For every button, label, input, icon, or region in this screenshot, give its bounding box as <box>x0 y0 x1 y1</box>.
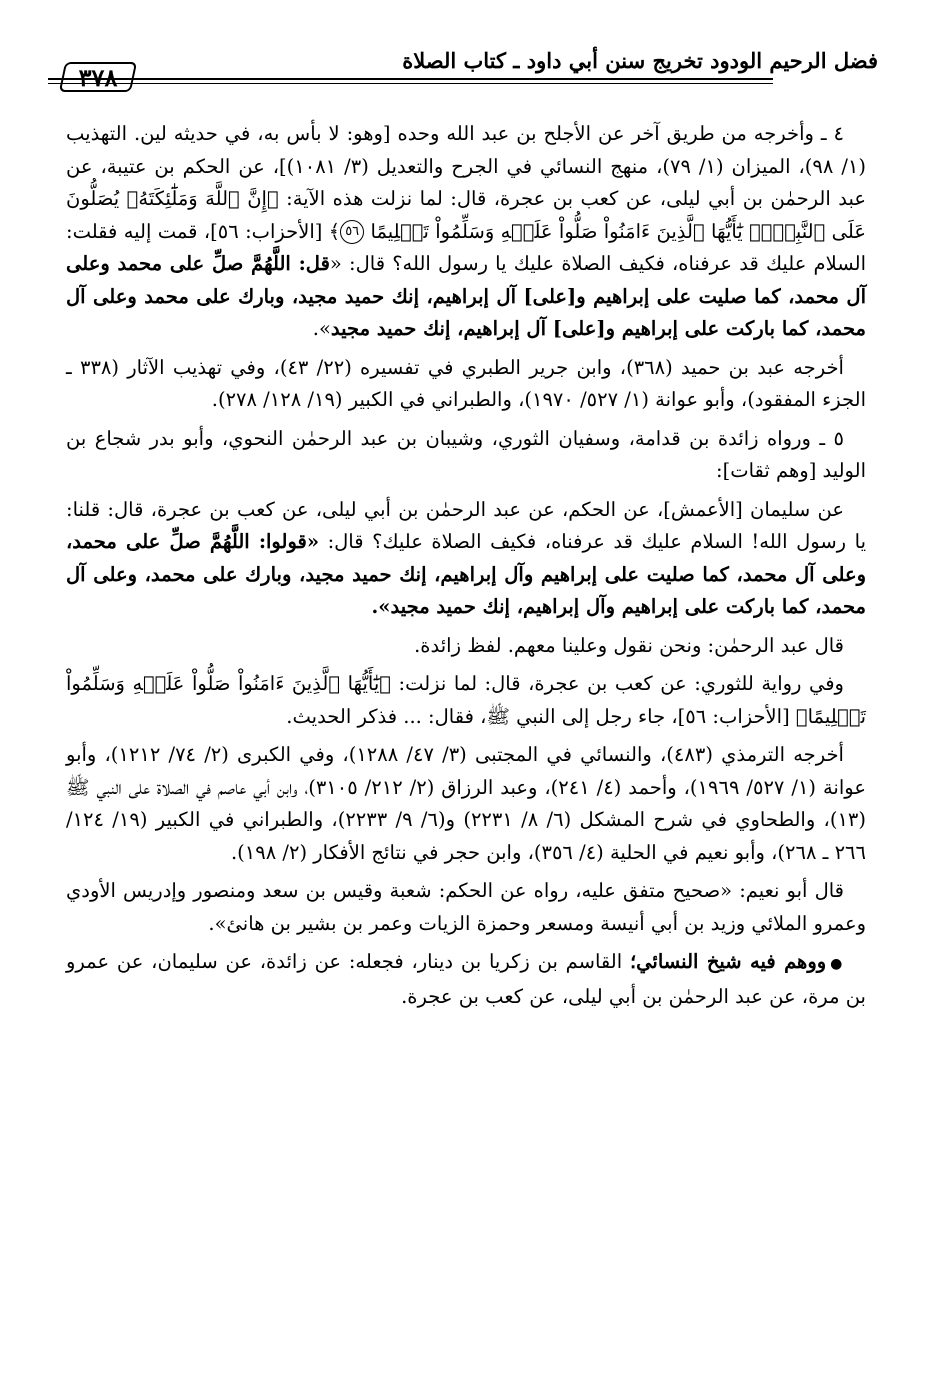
verse-number: ٥٦ <box>340 220 364 244</box>
page-number-text: ٣٧٨ <box>78 62 118 92</box>
page-number <box>48 60 148 94</box>
paragraph-isnad <box>66 494 866 624</box>
thawri-continued: [الأحزاب: ٥٦]، جاء رجل إلى النبي ﷺ، فقال: ... فذكر الحديث. <box>286 704 796 728</box>
bullet-icon: ● <box>830 956 844 972</box>
wahm-text: القاسم بن زكريا بن دينار، فجعله: عن زائدة، عن سليمان، عن عمرو بن مرة، عن عبد الرحمٰن بن أبي ليلى، عن كعب بن عجرة. <box>66 950 866 1008</box>
paragraph-takhrij-1: أخرجه عبد بن حميد (٣٦٨)، وابن جرير الطبري في تفسيره (٢٢/ ٤٣)، وفي تهذيب الآثار (٣٣٨ ـ الجزء المفقود)، وأبو عوانة (١/ ٥٢٧/ ١٩٧٠)، والطبراني في الكبير (١٩/ ١٢٨/ ٢٧٨). <box>66 355 866 411</box>
verse-end-bracket: ﴾ <box>328 219 341 243</box>
wahm-heading: ووهم فيه شيخ النسائي؛ <box>629 950 827 973</box>
thawri-intro: وفي رواية للثوري: عن كعب بن عجرة، قال: لما نزلت: <box>391 672 844 695</box>
page-header <box>48 42 878 100</box>
body-text <box>66 118 866 1019</box>
hadith-text: قل: اللَّهُمَّ صلِّ على محمد وعلى آل محمد، كما صليت على إبراهيم و[على] آل إبراهيم، إنك حميد مجيد، وبارك على محمد وعلى آل محمد، كما باركت على إبراهيم و[على] آل إبراهيم، إنك حميد مجيد <box>66 252 866 340</box>
quote-end: ». <box>312 317 331 340</box>
paragraph-wahm <box>66 946 866 1013</box>
paragraph-4 <box>66 118 866 346</box>
para4-intro: ٤ ـ وأخرجه من طريق آخر عن الأجلح بن عبد الله وحده [وهو: لا بأس به، في حديثه لين. التهذيب (١/ ٩٨)، الميزان (١/ ٧٩)، منهج النسائي في الجرح والتعديل (٣/ ١٠٨١)]، عن الحكم بن عتيبة، عن عبد الرحمٰن بن أبي ليلى، عن كعب بن عجرة، قال: لما نزلت هذه الآية: <box>66 122 866 210</box>
hadith-text-2: «قولوا: اللَّهُمَّ صلِّ على محمد، وعلى آل محمد، كما صليت على إبراهيم وآل إبراهيم، إنك حميد مجيد، وبارك على محمد، وعلى آل محمد، كما باركت على إبراهيم وآل إبراهيم، إنك حميد مجيد». <box>66 530 866 618</box>
running-title: فضل الرحيم الودود تخريج سنن أبي داود ـ كتاب الصلاة <box>402 48 878 73</box>
para4-continued: [الأحزاب: ٥٦]، قمت إليه فقلت: السلام عليك قد عرفناه، فكيف الصلاة عليك يا رسول الله؟ قال: « <box>66 219 866 275</box>
paragraph-note: قال عبد الرحمٰن: ونحن نقول وعلينا معهم. لفظ زائدة. <box>414 633 844 657</box>
quran-verse-2: ﴿يَٰٓأَيُّهَا ٱلَّذِينَ ءَامَنُواْ صَلُّواْ عَلَيۡهِ وَسَلِّمُواْ تَسۡلِيمًا﴾ <box>66 672 866 728</box>
header-rule <box>48 78 773 84</box>
paragraph-abu-nuaym: قال أبو نعيم: «صحيح متفق عليه، رواه عن الحكم: شعبة وقيس بن سعد ومنصور وإدريس الأودي وعمرو الملائي وزيد بن أبي أنيسة ومسعر وحمزة الزيات وعمر بن بشير بن هانئ». <box>66 879 866 935</box>
paragraph-5: ٥ ـ ورواه زائدة بن قدامة، وسفيان الثوري، وشيبان بن عبد الرحمٰن النحوي، وأبو بدر شجاع بن الوليد [وهم ثقات]: <box>66 426 866 482</box>
quran-verse: ﴿إِنَّ ٱللَّهَ وَمَلَٰٓئِكَتَهُۥ يُصَلُّونَ عَلَى ٱلنَّبِيِّۚ يَٰٓأَيُّهَا ٱلَّذِينَ ءَامَنُواْ صَلُّواْ عَلَيۡهِ وَسَلِّمُواْ تَسۡلِيمًا <box>66 187 867 243</box>
isnad-text: عن سليمان [الأعمش]، عن الحكم، عن عبد الرحمٰن بن أبي ليلى، عن كعب بن عجرة، قال: قلنا: يا رسول الله! السلام عليك قد عرفناه، فكيف الصلاة عليك؟ قال: <box>66 497 866 553</box>
paragraph-thawri <box>66 668 866 733</box>
paragraph-takhrij-2: أخرجه الترمذي (٤٨٣)، والنسائي في المجتبى (٣/ ٤٧/ ١٢٨٨)، وفي الكبرى (٢/ ٧٤/ ١٢١٢)، وأبو عوانة (١/ ٥٢٧/ ١٩٦٩)، وأحمد (٤/ ٢٤١)، وعبد الرزاق (٢/ ٢١٢/ ٣١٠٥)، وابن أبي عاصم في الصلاة على النبي ﷺ (١٣)، والطحاوي في شرح المشكل (٦/ ٨/ ٢٢٣١) و(٦/ ٩/ ٢٢٣٣)، والطبراني في الكبير (١٩/ ١٢٤/ ٢٦٦ ـ ٢٦٨)، وأبو نعيم في الحلية (٤/ ٣٥٦)، وابن حجر في نتائج الأفكار (٢/ ١٩٨). <box>66 743 866 864</box>
